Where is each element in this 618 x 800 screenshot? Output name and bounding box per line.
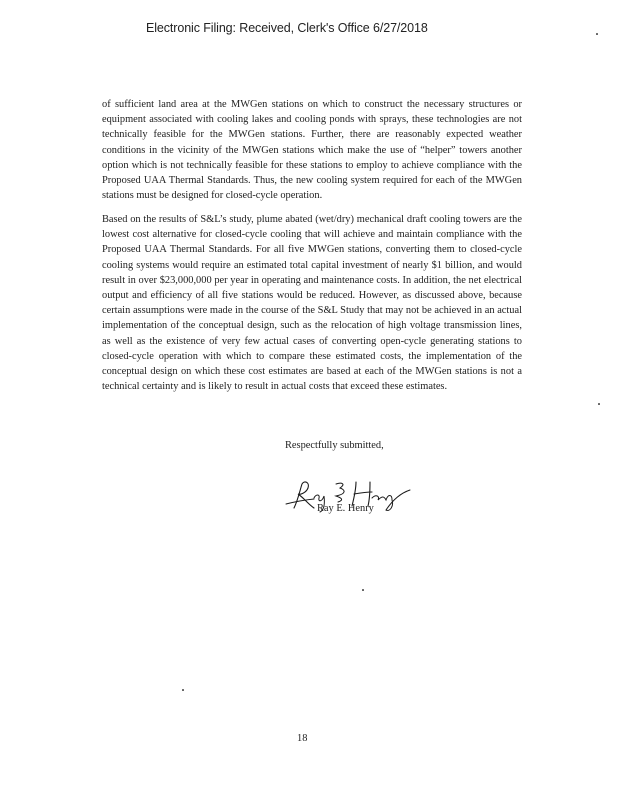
closing-valediction: Respectfully submitted, (285, 440, 384, 451)
signer-name: Ray E. Henry (317, 503, 374, 514)
scan-speck (362, 589, 364, 591)
scan-speck (596, 33, 598, 35)
body-paragraph-1: of sufficient land area at the MWGen stations on which to construct the necessary structures or equipment associated with cooling lakes and cooling ponds with sprays, these technologies are not technically feasible for the MWGen stations. Further, there are reasonably expected weather conditions in the vicinity of the MWGen stations which make the use of “helper” towers another option which is not technically feasible for these stations to employ to achieve compliance with the Proposed UAA Thermal Standards. Thus, the new cooling system required for each of the MWGen stations must be designed for closed-cycle operation. (102, 99, 522, 202)
scan-speck (182, 689, 184, 691)
page-number: 18 (297, 733, 308, 744)
filing-stamp-header: Electronic Filing: Received, Clerk's Office 6/27/2018 (146, 21, 428, 35)
body-paragraph-2: Based on the results of S&L’s study, plume abated (wet/dry) mechanical draft cooling towers are the lowest cost alternative for closed-cycle cooling that will achieve and maintain compliance with the Proposed UAA Thermal Standards. For all five MWGen stations, converting them to closed-cycle cooling systems would require an estimated total capital investment of nearly $1 billion, and would result in over $23,000,000 per year in operating and maintenance costs. In addition, the net electrical output and efficiency of all five stations would be reduced. However, as discussed above, because certain assumptions were made in the course of the S&L Study that may not be achieved in an actual implementation of the conceptual design, such as the relocation of high voltage transmission lines, as well as the existence of very few actual cases of converting open-cycle generating stations to closed-cycle operation with which to compare these estimated costs, the implementation of the conceptual design on which these cost estimates are based at each of the MWGen stations is not a technical certainty and is likely to result in actual costs that exceed these estimates. (102, 214, 522, 393)
scan-speck (598, 403, 600, 405)
